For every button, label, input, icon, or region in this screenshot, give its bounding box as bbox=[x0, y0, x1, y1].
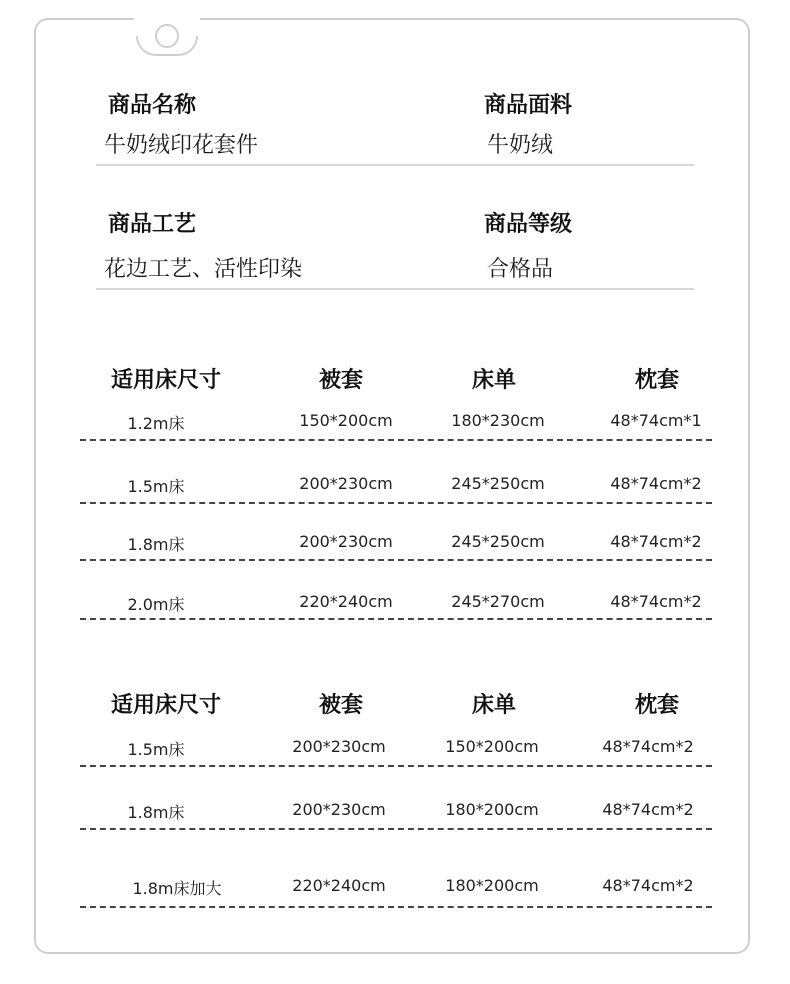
table-cell-duvet-cover: 200*230cm bbox=[292, 800, 386, 819]
table-cell-duvet-cover: 200*230cm bbox=[299, 532, 393, 551]
table-cell-bed-size: 1.8m床 bbox=[127, 535, 185, 554]
table-cell-bed-sheet: 245*250cm bbox=[451, 532, 545, 551]
table-header-duvet-cover: 被套 bbox=[318, 368, 364, 393]
table-cell-pillowcase: 48*74cm*2 bbox=[602, 876, 694, 895]
table-cell-bed-size: 1.5m床 bbox=[127, 740, 185, 759]
table-cell-bed-size: 1.8m床加大 bbox=[132, 879, 222, 898]
row-divider bbox=[80, 618, 712, 620]
table-cell-bed-sheet: 180*200cm bbox=[445, 800, 539, 819]
table-cell-bed-sheet: 150*200cm bbox=[445, 737, 539, 756]
row-divider bbox=[80, 765, 712, 767]
table-header-bed-sheet: 床单 bbox=[471, 368, 517, 393]
table-cell-bed-sheet: 180*230cm bbox=[451, 411, 545, 430]
table-cell-bed-sheet: 245*250cm bbox=[451, 474, 545, 493]
row-divider bbox=[80, 828, 712, 830]
product-name-label: 商品名称 bbox=[108, 93, 197, 118]
product-grade-label: 商品等级 bbox=[484, 212, 573, 237]
info-divider bbox=[96, 288, 694, 290]
table-header-bed-size: 适用床尺寸 bbox=[110, 368, 222, 393]
table-cell-bed-size: 1.8m床 bbox=[127, 803, 185, 822]
table-cell-duvet-cover: 220*240cm bbox=[292, 876, 386, 895]
row-divider bbox=[80, 502, 712, 504]
row-divider bbox=[80, 906, 712, 908]
table-cell-bed-size: 2.0m床 bbox=[127, 595, 185, 614]
table-cell-pillowcase: 48*74cm*2 bbox=[610, 592, 702, 611]
table-cell-bed-size: 1.2m床 bbox=[127, 414, 185, 433]
table-header-bed-sheet: 床单 bbox=[471, 693, 517, 718]
table-cell-bed-sheet: 180*200cm bbox=[445, 876, 539, 895]
table-cell-pillowcase: 48*74cm*2 bbox=[610, 474, 702, 493]
table-cell-pillowcase: 48*74cm*1 bbox=[610, 411, 702, 430]
product-fabric-label: 商品面料 bbox=[484, 93, 573, 118]
product-craft-label: 商品工艺 bbox=[108, 212, 197, 237]
info-divider bbox=[96, 164, 694, 166]
table-header-bed-size: 适用床尺寸 bbox=[110, 693, 222, 718]
table-cell-duvet-cover: 150*200cm bbox=[299, 411, 393, 430]
row-divider bbox=[80, 559, 712, 561]
table-cell-duvet-cover: 220*240cm bbox=[299, 592, 393, 611]
table-cell-pillowcase: 48*74cm*2 bbox=[602, 800, 694, 819]
product-name-value: 牛奶绒印花套件 bbox=[104, 133, 259, 158]
product-grade-value: 合格品 bbox=[487, 257, 554, 282]
table-header-pillowcase: 枕套 bbox=[634, 368, 680, 393]
row-divider bbox=[80, 439, 712, 441]
table-cell-pillowcase: 48*74cm*2 bbox=[610, 532, 702, 551]
table-cell-bed-size: 1.5m床 bbox=[127, 477, 185, 496]
table-cell-bed-sheet: 245*270cm bbox=[451, 592, 545, 611]
table-header-duvet-cover: 被套 bbox=[318, 693, 364, 718]
table-header-pillowcase: 枕套 bbox=[634, 693, 680, 718]
product-craft-value: 花边工艺、活性印染 bbox=[104, 257, 303, 282]
hang-hole-icon bbox=[155, 24, 179, 48]
table-cell-duvet-cover: 200*230cm bbox=[299, 474, 393, 493]
product-fabric-value: 牛奶绒 bbox=[487, 133, 554, 158]
table-cell-pillowcase: 48*74cm*2 bbox=[602, 737, 694, 756]
table-cell-duvet-cover: 200*230cm bbox=[292, 737, 386, 756]
